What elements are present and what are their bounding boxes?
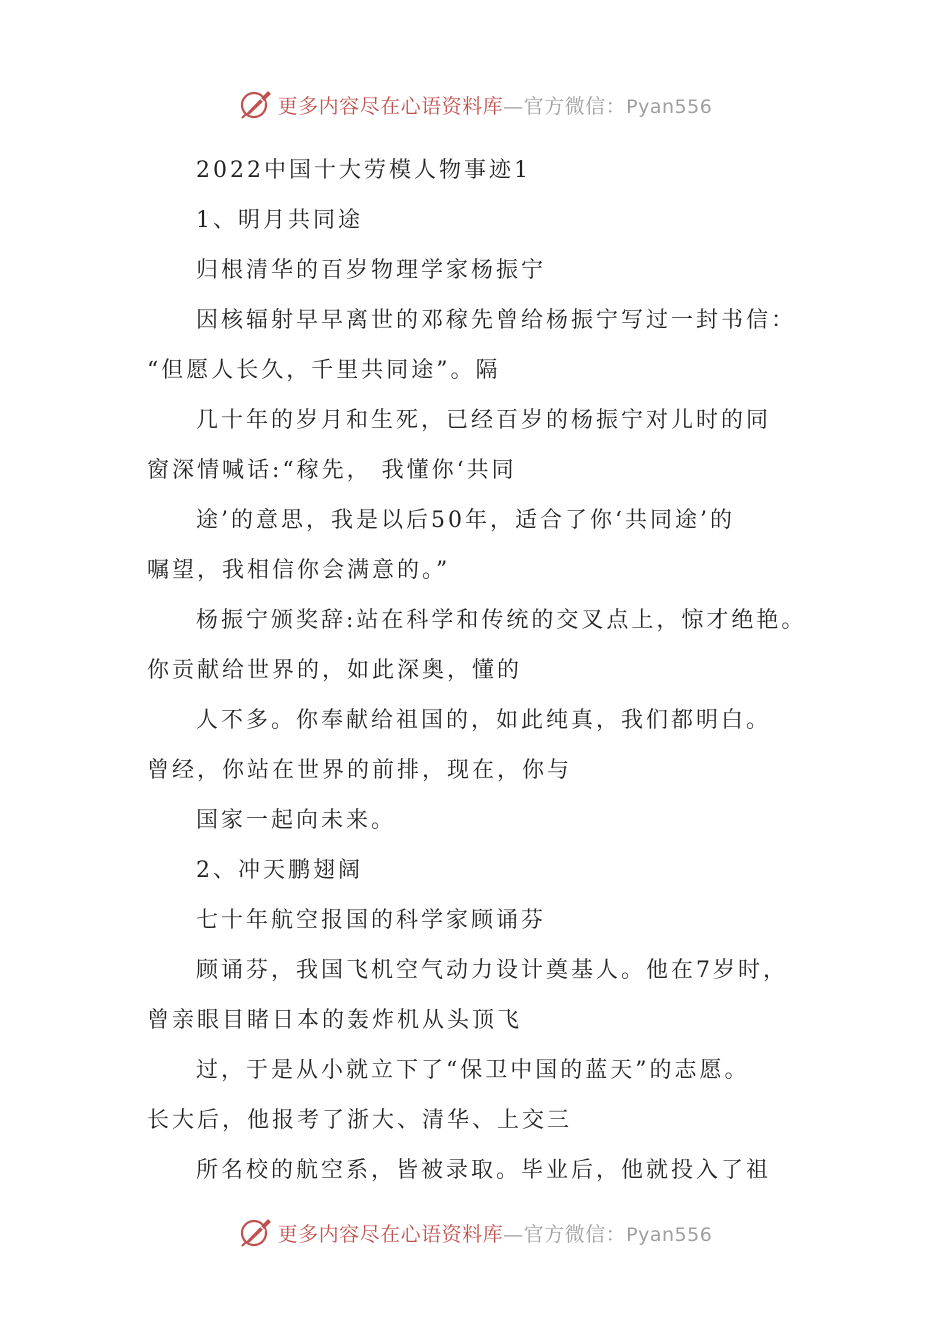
- paragraph-line: 国家一起向未来。: [196, 808, 397, 833]
- paragraph-line: 所名校的航空系，皆被录取。毕业后，他就投入了祖: [196, 1158, 772, 1183]
- watermark-wechat-id: Pyan556: [626, 1223, 713, 1246]
- paragraph-line: 途’的意思，我是以后50年，适合了你‘共同途’的: [196, 508, 735, 533]
- quill-circle-icon: [238, 1214, 274, 1250]
- paragraph-line: 过，于是从小就立下了“保卫中国的蓝天”的志愿。: [196, 1058, 750, 1083]
- document-title: 2022中国十大劳模人物事迹1: [196, 158, 531, 183]
- paragraph-line: 窗深情喊话:“稼先， 我懂你‘共同: [147, 458, 517, 483]
- paragraph-line: “但愿人长久，千里共同途”。隔: [147, 358, 501, 383]
- section-heading-1: 1、明月共同途: [196, 208, 363, 233]
- paragraph-line: 曾经，你站在世界的前排，现在，你与: [147, 758, 573, 783]
- watermark-brand-text: 更多内容尽在心语资料库: [277, 93, 504, 118]
- paragraph-line: 人不多。你奉献给祖国的，如此纯真，我们都明白。: [196, 708, 772, 733]
- paragraph-line: 顾诵芬，我国飞机空气动力设计奠基人。他在7岁时，: [196, 958, 788, 983]
- watermark-brand-text: 更多内容尽在心语资料库: [277, 1221, 504, 1246]
- watermark-wechat-label: 官方微信：: [523, 1221, 627, 1246]
- watermark-separator: —: [503, 93, 524, 118]
- paragraph-line: 嘱望，我相信你会满意的。”: [147, 558, 451, 583]
- paragraph-line: 长大后，他报考了浙大、清华、上交三: [147, 1108, 573, 1133]
- paragraph-line: 你贡献给世界的，如此深奥，懂的: [147, 658, 523, 683]
- watermark-wechat-id: Pyan556: [626, 95, 713, 118]
- subheading-1: 归根清华的百岁物理学家杨振宁: [196, 258, 547, 283]
- watermark-separator: —: [503, 1221, 524, 1246]
- watermark-wechat-label: 官方微信：: [523, 93, 627, 118]
- section-heading-2: 2、冲天鹏翅阔: [196, 858, 363, 883]
- paragraph-line: 因核辐射早早离世的邓稼先曾给杨振宁写过一封书信：: [196, 308, 797, 333]
- paragraph-line: 几十年的岁月和生死，已经百岁的杨振宁对儿时的同: [196, 408, 772, 433]
- paragraph-line: 杨振宁颁奖辞:站在科学和传统的交叉点上，惊才绝艳。: [196, 608, 807, 633]
- subheading-2: 七十年航空报国的科学家顾诵芬: [196, 908, 547, 933]
- watermark-banner-bottom: [0, 1210, 950, 1254]
- paragraph-line: 曾亲眼目睹日本的轰炸机从头顶飞: [147, 1008, 523, 1033]
